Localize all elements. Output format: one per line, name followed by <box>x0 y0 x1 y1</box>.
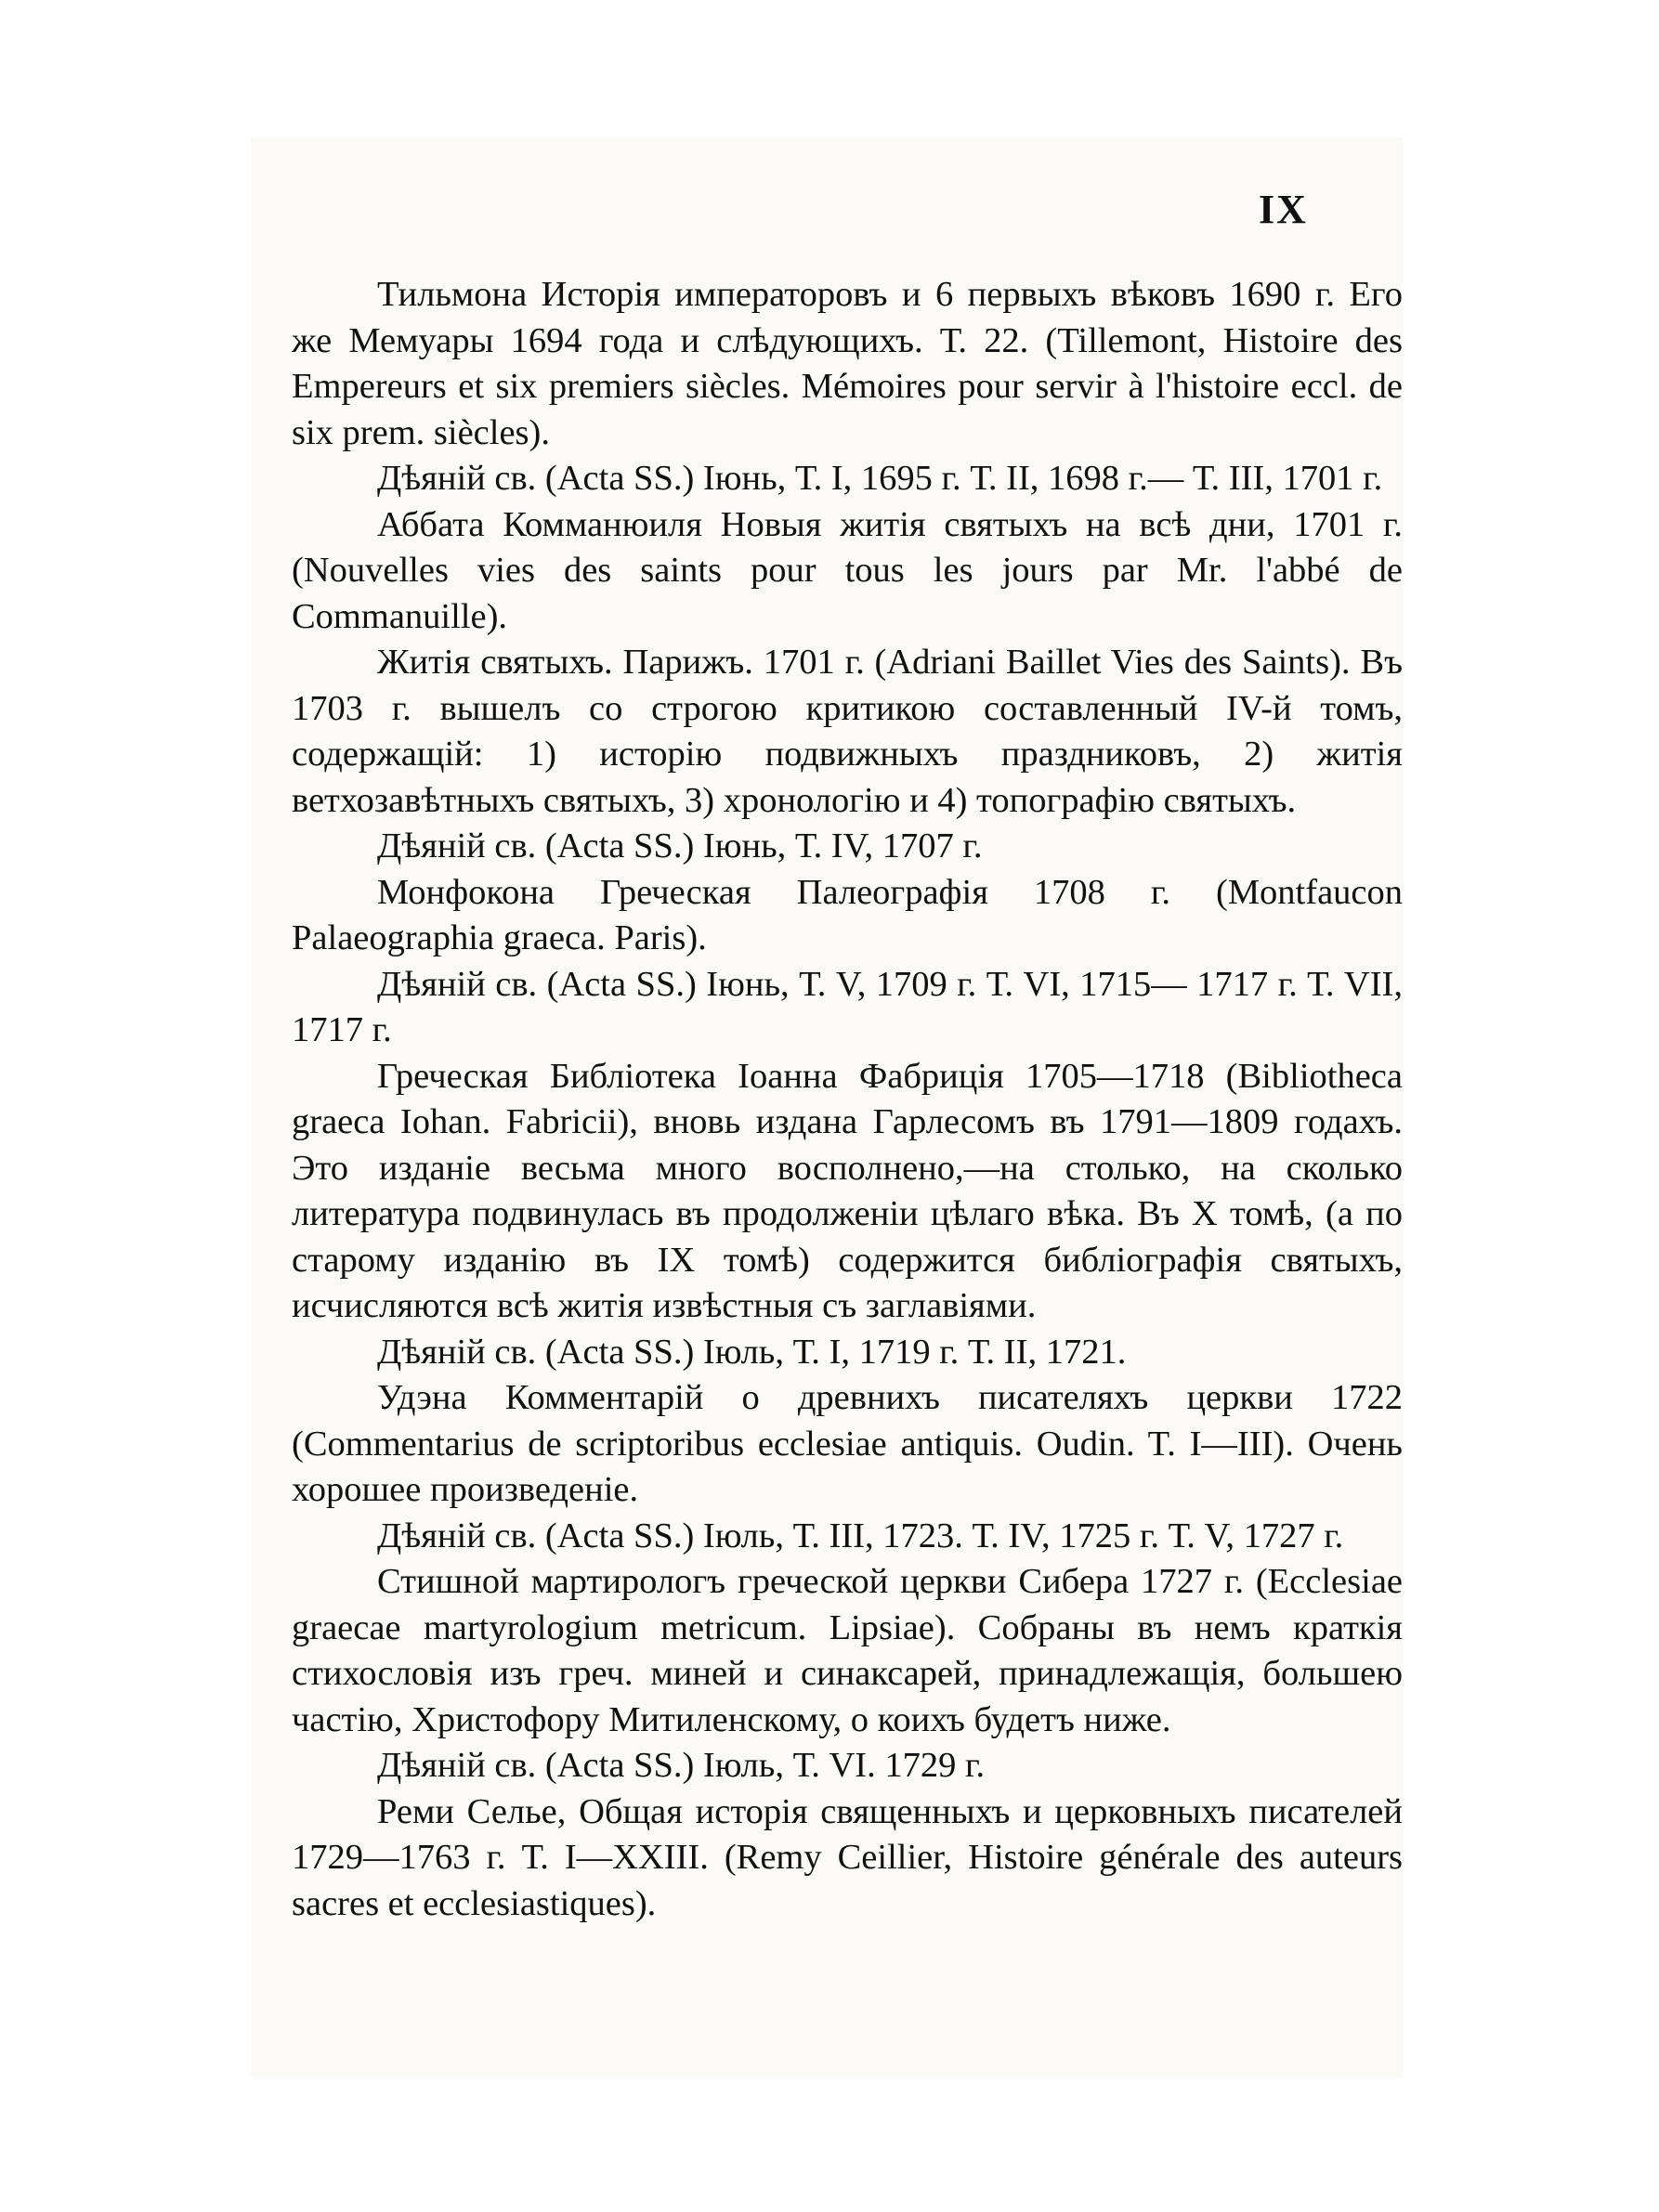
entry-montfaucon: Монфокона Греческая Палеографія 1708 г. (Montfaucon Palaeographia graeca. Paris). <box>292 872 1403 957</box>
entry-acta-june-2: Дѣяній св. (Acta SS.) Іюнь, Т. IV, 1707 г. <box>377 826 983 865</box>
entry-acta-july-2: Дѣяній св. (Acta SS.) Іюль, Т. III, 1723. Т. IV, 1725 г. Т. V, 1727 г. <box>377 1516 1344 1555</box>
entry-acta-june-1: Дѣяній св. (Acta SS.) Іюнь, Т. I, 1695 г. Т. II, 1698 г.— Т. III, 1701 г. <box>377 459 1383 498</box>
entry-ceillier: Реми Селье, Общая исторія священныхъ и церковныхъ писателей 1729—1763 г. Т. I—XXIII. (Remy Ceillier, Histoire générale des auteurs sacres et ecclesiastiques). <box>292 1791 1403 1923</box>
entry-siber: Стишной мартирологъ греческой церкви Сибера 1727 г. (Ecclesiae graecae martyrologium metricum. Lipsiae). Собраны въ немъ краткія стихословія изъ греч. миней и синаксарей, принадлежащія, большею частію, Христофору Митиленскому, о коихъ будетъ ниже. <box>292 1562 1403 1739</box>
entry-commanuille: Аббата Комманюиля Новыя житія святыхъ на всѣ дни, 1701 г. (Nouvelles vies des saints pour tous les jours par Mr. l'abbé de Commanuille). <box>292 504 1403 636</box>
entry-baillet: Житія святыхъ. Парижъ. 1701 г. (Adriani Baillet Vies des Saints). Въ 1703 г. вышелъ со строгою критикою составленный IV-й томъ, содержащій: 1) исторію подвижныхъ праздниковъ, 2) житія ветхозавѣтныхъ святыхъ, 3) хронологію и 4) топографію святыхъ. <box>292 643 1403 820</box>
entry-tillemont: Тильмона Исторія императоровъ и 6 первыхъ вѣковъ 1690 г. Его же Мемуары 1694 года и слѣдующихъ. Т. 22. (Tillemont, Histoire des Empereurs et six premiers siècles. Mémoires pour servir à l'histoire eccl. de six prem. siècles). <box>292 275 1403 452</box>
bibliography-text <box>292 272 1403 1927</box>
entry-acta-july-3: Дѣяній св. (Acta SS.) Іюль, Т. VI. 1729 г. <box>377 1746 986 1785</box>
entry-acta-july-1: Дѣяній св. (Acta SS.) Іюль, Т. I, 1719 г. Т. II, 1721. <box>377 1332 1127 1372</box>
entry-oudin: Удэна Комментарій о древнихъ писателяхъ церкви 1722 (Commentarius de scriptoribus ecclesiae antiquis. Oudin. T. I—III). Очень хорошее произведеніе. <box>292 1378 1403 1509</box>
entry-acta-june-3: Дѣяній св. (Acta SS.) Іюнь, Т. V, 1709 г. Т. VI, 1715— 1717 г. Т. VII, 1717 г. <box>292 964 1403 1049</box>
page-number: IX <box>1259 187 1308 232</box>
entry-fabricius: Греческая Библіотека Іоанна Фабриція 1705—1718 (Bibliotheca graeca Iohan. Fabricii), вновь издана Гарлесомъ въ 1791—1809 годахъ. Это изданіе весьма много восполнено,—на столько, на сколько литература подвинулась въ продолженіи цѣлаго вѣка. Въ X томѣ, (а по старому изданію въ IX томѣ) содержится библіографія святыхъ, исчисляются всѣ житія извѣстныя съ заглавіями. <box>292 1056 1403 1325</box>
